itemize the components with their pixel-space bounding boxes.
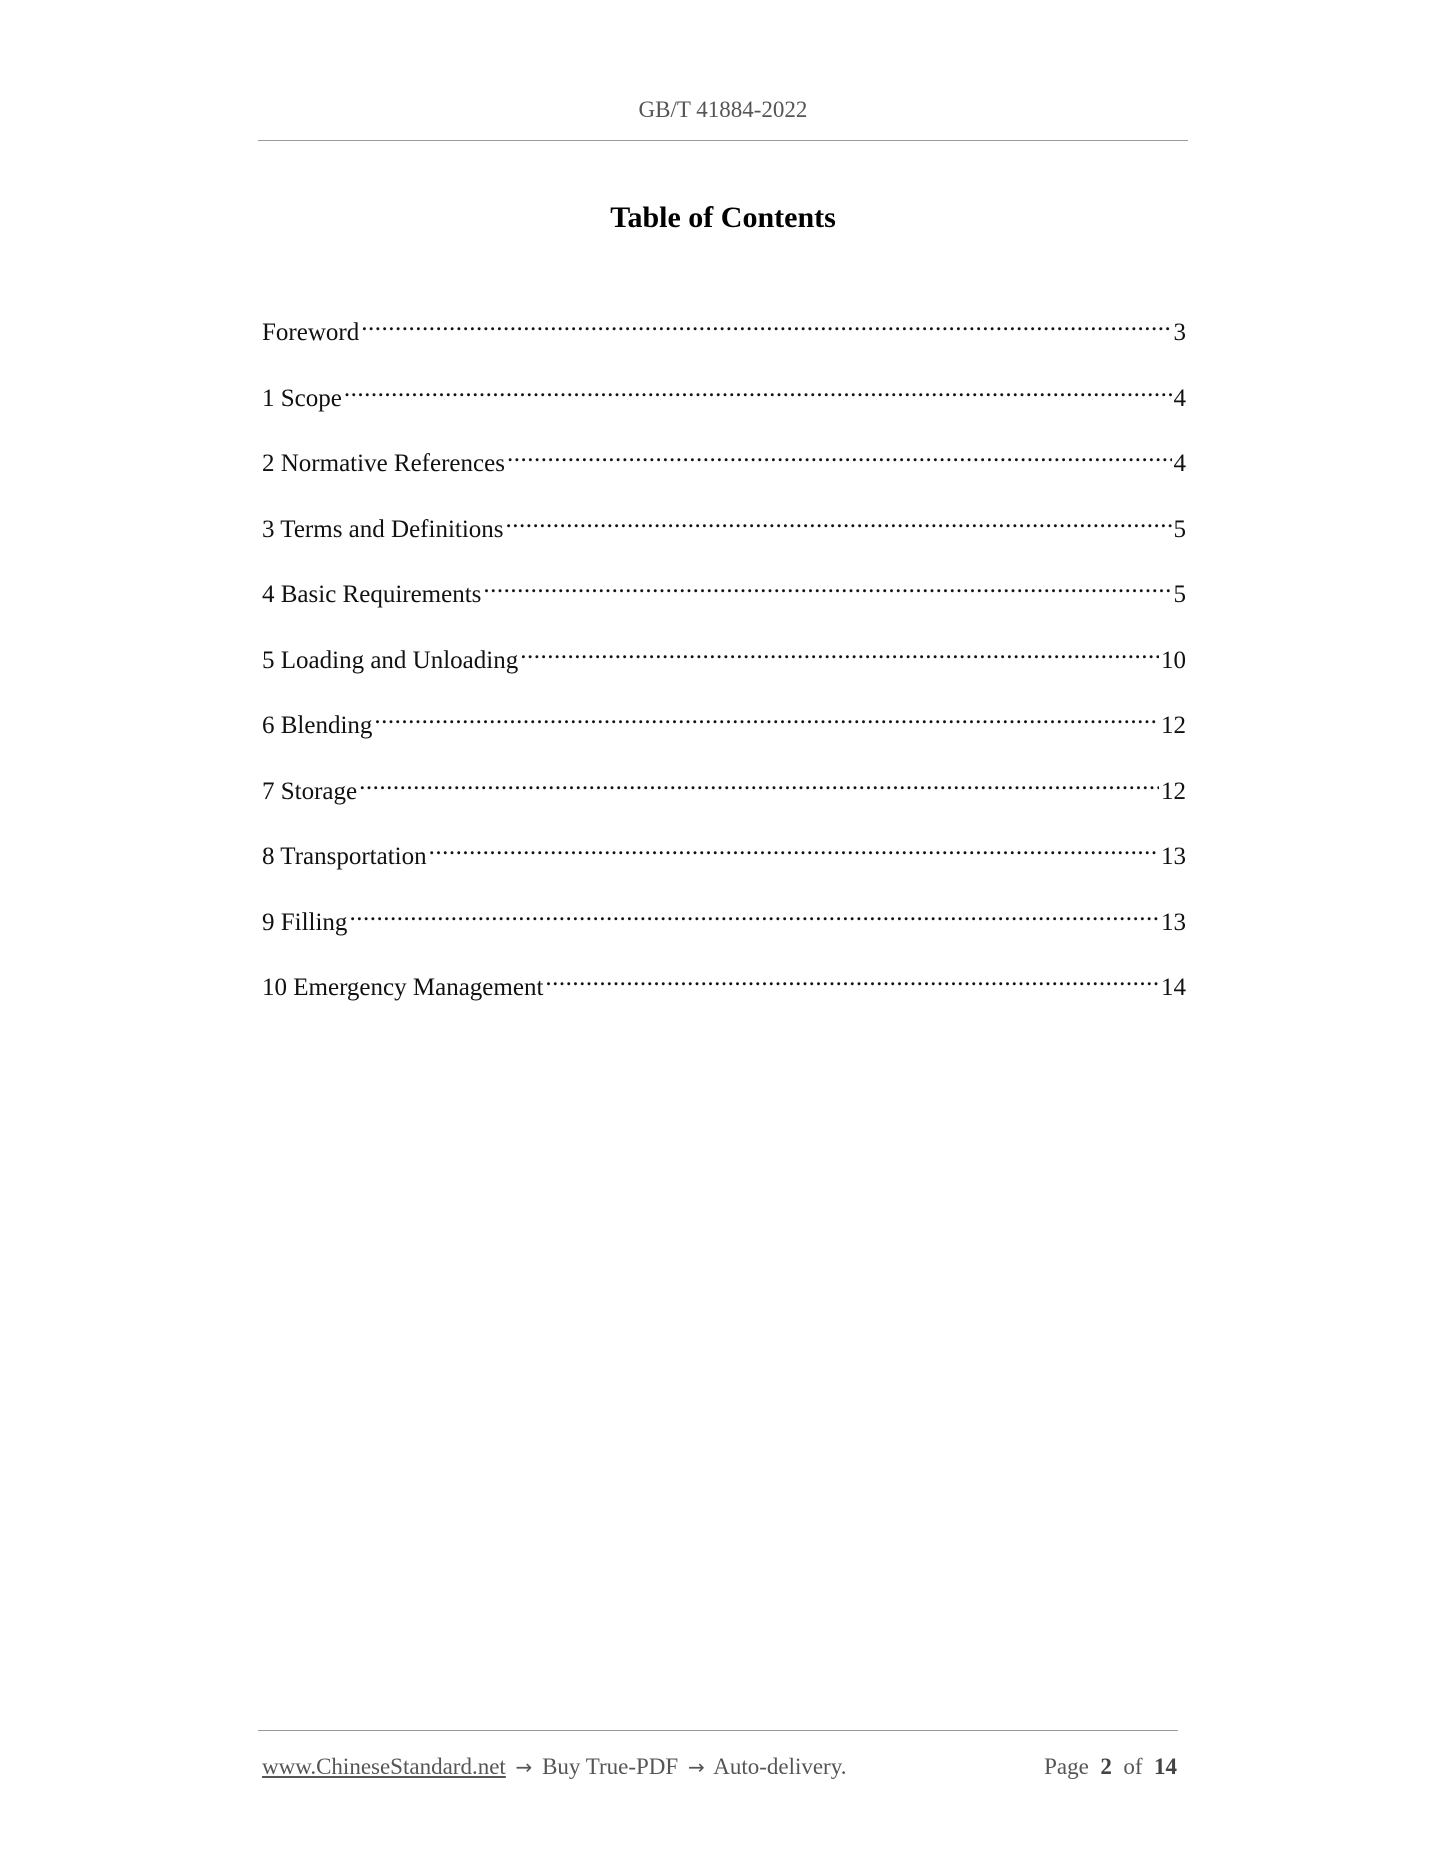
toc-dot-leader xyxy=(545,961,1159,995)
footer-step-buy: Buy True-PDF xyxy=(542,1754,679,1779)
toc-list xyxy=(262,306,1186,1027)
footer-step-delivery: Auto-delivery. xyxy=(713,1754,847,1779)
toc-dot-leader xyxy=(374,699,1159,733)
toc-entry-page: 14 xyxy=(1161,974,1186,1001)
page-number xyxy=(1044,1750,1177,1784)
toc-entry-label: 5 Loading and Unloading xyxy=(262,646,519,674)
toc-entry-label: 10 Emergency Management xyxy=(262,974,544,1001)
toc-entry-label: 4 Basic Requirements xyxy=(262,581,482,608)
toc-entry-page: 3 xyxy=(1173,319,1186,346)
page-of: of xyxy=(1123,1754,1143,1779)
site-link[interactable]: www.ChineseStandard.net xyxy=(262,1754,506,1779)
toc-title: Table of Contents xyxy=(610,201,836,234)
toc-entry-basic-requirements[interactable] xyxy=(262,568,1186,634)
toc-dot-leader xyxy=(349,896,1159,930)
toc-dot-leader xyxy=(429,830,1159,864)
toc-dot-leader xyxy=(344,372,1172,406)
toc-entry-label: Foreword xyxy=(262,319,360,346)
toc-entry-label: 7 Storage xyxy=(262,777,358,805)
toc-entry-page: 13 xyxy=(1161,843,1186,870)
toc-entry-page: 5 xyxy=(1173,581,1186,608)
toc-dot-leader xyxy=(520,634,1159,668)
header-divider xyxy=(258,140,1188,141)
toc-entry-filling[interactable] xyxy=(262,896,1186,962)
toc-entry-transportation[interactable] xyxy=(262,830,1186,896)
toc-dot-leader xyxy=(359,765,1159,799)
toc-entry-normative-references[interactable] xyxy=(262,437,1186,503)
toc-entry-emergency-management[interactable] xyxy=(262,961,1186,1027)
toc-entry-label: 2 Normative References xyxy=(262,450,505,477)
toc-entry-blending[interactable] xyxy=(262,699,1186,765)
footer-purchase-line xyxy=(262,1750,846,1784)
toc-entry-label: 9 Filling xyxy=(262,908,348,936)
toc-entry-page: 4 xyxy=(1173,450,1186,477)
toc-dot-leader xyxy=(483,568,1171,602)
toc-entry-storage[interactable] xyxy=(262,765,1186,831)
toc-entry-scope[interactable] xyxy=(262,372,1186,438)
toc-dot-leader xyxy=(361,306,1171,340)
toc-dot-leader xyxy=(507,437,1172,471)
toc-entry-page: 12 xyxy=(1161,777,1186,805)
page-word: Page xyxy=(1044,1754,1089,1779)
toc-entry-label: 6 Blending xyxy=(262,712,373,739)
toc-entry-label: 1 Scope xyxy=(262,384,342,412)
toc-entry-loading-and-unloading[interactable] xyxy=(262,634,1186,700)
toc-entry-page: 12 xyxy=(1161,712,1186,739)
toc-entry-page: 13 xyxy=(1161,908,1186,936)
toc-entry-label: 8 Transportation xyxy=(262,843,427,870)
toc-entry-page: 5 xyxy=(1173,515,1186,543)
page-footer xyxy=(262,1750,1177,1784)
page-current: 2 xyxy=(1100,1754,1112,1779)
toc-entry-label: 3 Terms and Definitions xyxy=(262,515,504,543)
running-header: GB/T 41884-2022 xyxy=(638,97,808,122)
toc-entry-foreword[interactable] xyxy=(262,306,1186,372)
page-total: 14 xyxy=(1154,1754,1177,1779)
right-arrow-icon: → xyxy=(515,1755,533,1779)
toc-dot-leader xyxy=(506,503,1172,537)
footer-divider xyxy=(258,1730,1178,1731)
toc-entry-page: 10 xyxy=(1161,646,1186,674)
toc-entry-page: 4 xyxy=(1173,384,1186,412)
right-arrow-icon: → xyxy=(687,1755,705,1779)
toc-entry-terms-and-definitions[interactable] xyxy=(262,503,1186,569)
